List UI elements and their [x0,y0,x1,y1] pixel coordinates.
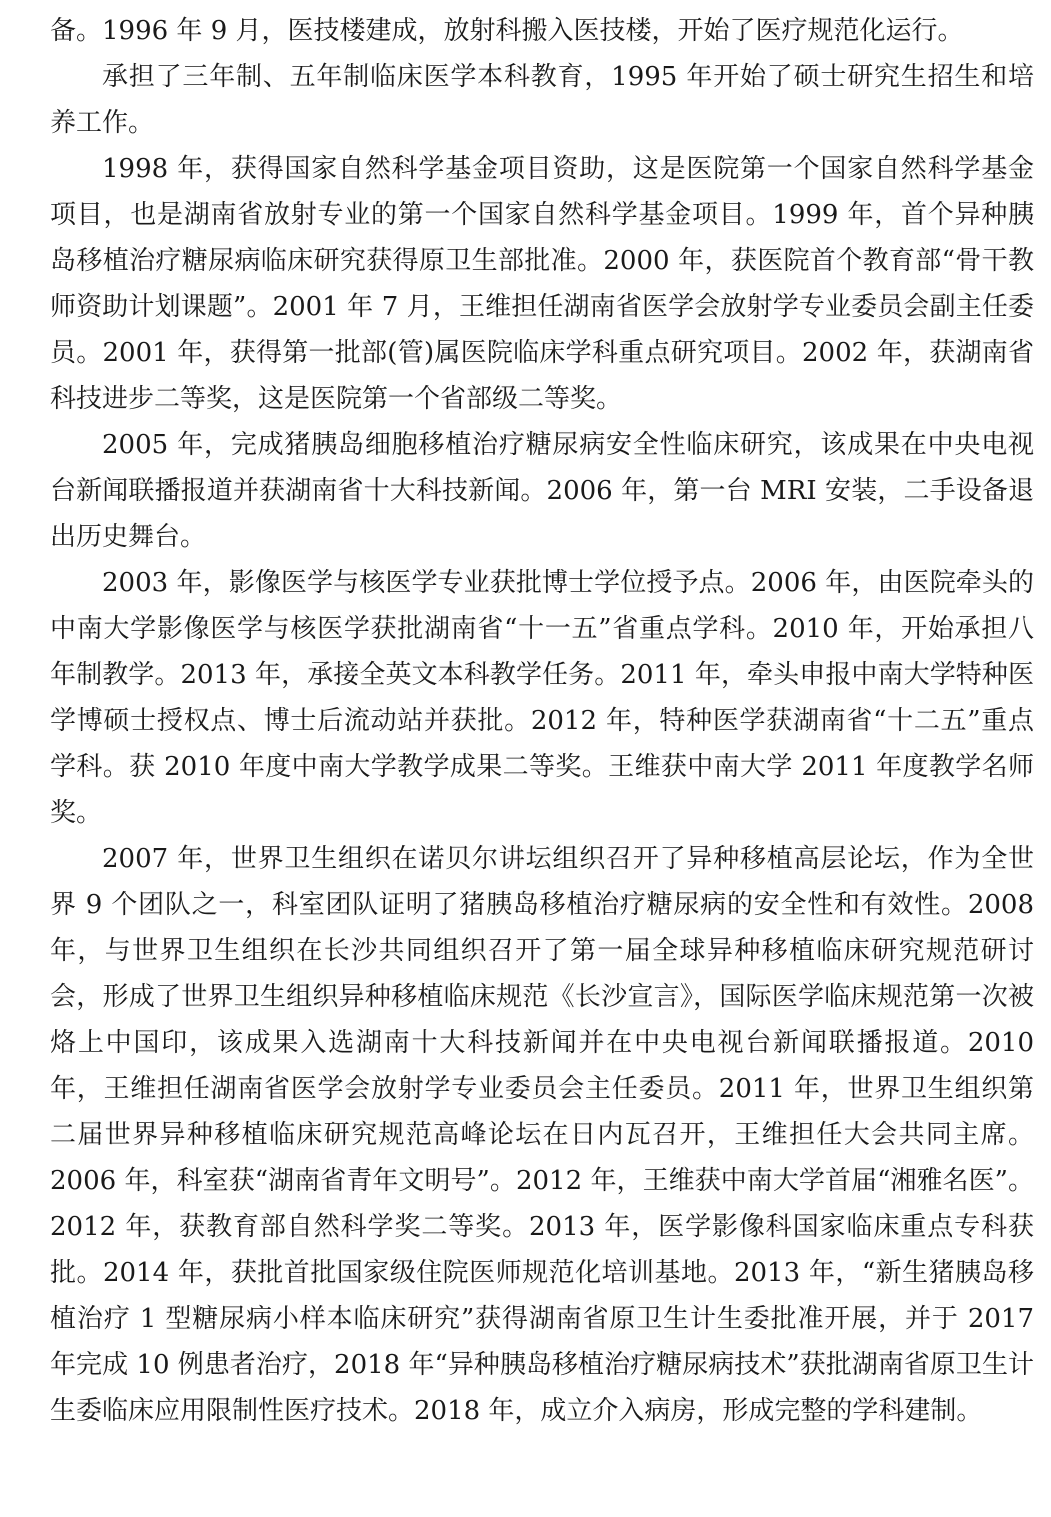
paragraph-education: 承担了三年制、五年制临床医学本科教育，1995 年开始了硕士研究生招生和培养工作。 [50,62,1034,138]
paragraph-islet-2005: 2005 年，完成猪胰岛细胞移植治疗糖尿病安全性临床研究，该成果在中央电视台新闻联播报道并获湖南省十大科技新闻。2006 年，第一台 MRI 安装，二手设备退出历史舞台。 [50,430,1034,552]
paragraph-discipline-2003: 2003 年，影像医学与核医学专业获批博士学位授予点。2006 年，由医院牵头的中南大学影像医学与核医学获批湖南省“十一五”省重点学科。2010 年，开始承担八年制教学。2013 年，承接全英文本科教学任务。2011 年，牵头申报中南大学特种医学博硕士授权点、博士后流动站并获批。2012 年，特种医学获湖南省“十二五”重点学科。获 2010 年度中南大学教学成果二等奖。王维获中南大学 2011 年度教学名师奖。 [50,568,1034,828]
body-text [50,8,1034,1434]
paragraph-who-2007: 2007 年，世界卫生组织在诺贝尔讲坛组织召开了异种移植高层论坛，作为全世界 9 个团队之一，科室团队证明了猪胰岛移植治疗糖尿病的安全性和有效性。2008 年，与世界卫生组织在长沙共同组织召开了第一届全球异种移植临床研究规范研讨会，形成了世界卫生组织异种移植临床规范《长沙宣言》，国际医学临床规范第一次被烙上中国印，该成果入选湖南十大科技新闻并在中央电视台新闻联播报道。2010 年，王维担任湖南省医学会放射学专业委员会主任委员。2011 年，世界卫生组织第二届世界异种移植临床研究规范高峰论坛在日内瓦召开，王维担任大会共同主席。2006 年，科室获“湖南省青年文明号”。2012 年，王维获中南大学首届“湘雅名医”。2012 年，获教育部自然科学奖二等奖。2013 年，医学影像科国家临床重点专科获批。2014 年，获批首批国家级住院医师规范化培训基地。2013 年，“新生猪胰岛移植治疗 1 型糖尿病小样本临床研究”获得湖南省原卫生计生委批准开展，并于 2017 年完成 10 例患者治疗，2018 年“异种胰岛移植治疗糖尿病技术”获批湖南省原卫生计生委临床应用限制性医疗技术。2018 年，成立介入病房，形成完整的学科建制。 [50,844,1034,1426]
paragraph-continued: 备。1996 年 9 月，医技楼建成，放射科搬入医技楼，开始了医疗规范化运行。 [50,16,964,46]
paragraph-research-1998: 1998 年，获得国家自然科学基金项目资助，这是医院第一个国家自然科学基金项目，也是湖南省放射专业的第一个国家自然科学基金项目。1999 年，首个异种胰岛移植治疗糖尿病临床研究获得原卫生部批准。2000 年，获医院首个教育部“骨干教师资助计划课题”。2001 年 7 月，王维担任湖南省医学会放射学专业委员会副主任委员。2001 年，获得第一批部(管)属医院临床学科重点研究项目。2002 年，获湖南省科技进步二等奖，这是医院第一个省部级二等奖。 [50,154,1034,414]
